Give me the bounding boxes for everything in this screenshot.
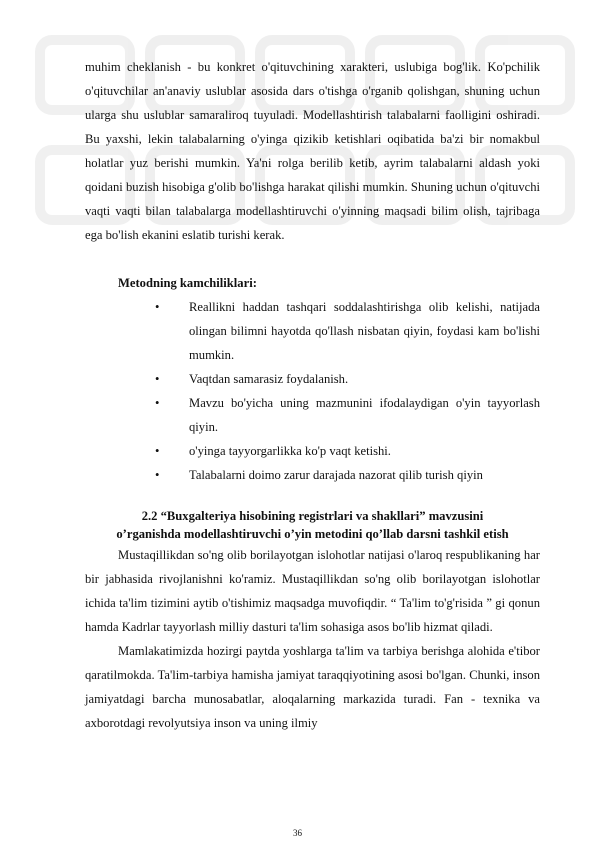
section-title (85, 507, 540, 543)
shortcomings-list (85, 295, 540, 487)
section-title-line-2: o’rganishda modellashtiruvchi o’yin metodini qo’llab darsni tashkil etish (116, 527, 509, 541)
list-item-text: Vaqtdan samarasiz foydalanish. (189, 372, 349, 386)
bullet-icon: • (155, 372, 160, 386)
shortcomings-heading: Metodning kamchiliklari: (118, 276, 257, 290)
list-item-text: Mavzu bo'yicha uning mazmunini ifodalaydigan o'yin tayyorlash qiyin. (189, 396, 540, 434)
bullet-icon: • (155, 444, 160, 458)
bullet-icon: • (155, 468, 160, 482)
bullet-icon: • (155, 396, 160, 410)
section-title-line-1: 2.2 “Buxgalteriya hisobining registrlari va shakllari” mavzusini (141, 509, 484, 523)
paragraph-intro: muhim cheklanish - bu konkret o'qituvchining xarakteri, uslubiga bog'lik. Ko'pchilik o'qituvchilar an'anaviy uslublar asosida dars o'tishga o'rganib qolishgan, shuning uchun ularga shu uslublar samaraliroq tuyuladi. Modellashtirish talabalarni faolligini oshiradi. Bu yaxshi, lekin talabalarning o'yinga qizikib ketishlari oqibatida ba'zi bir nomakbul holatlar yuz berishi mumkin. Ya'ni rolga berilib ketib, ayrim talabalarni aldash yoki qoidani buzish hisobiga g'olib bo'lishga harakat qilishi mumkin. Shuning uchun o'qituvchi vaqti vaqti bilan talabalarga modellashtiruvchi o'yinning maqsadi bilim olish, tajribaga ega bo'lish ekanini eslatib turishi kerak. (85, 60, 540, 242)
list-item-text: Reallikni haddan tashqari soddalashtirishga olib kelishi, natijada olingan bilimni hayotda qo'llash nisbatan qiyin, foydasi kam bo'lishi mumkin. (189, 300, 540, 362)
list-item (85, 295, 540, 367)
list-item-text: Talabalarni doimo zarur darajada nazorat qilib turish qiyin (189, 468, 483, 482)
paragraph-independence: Mustaqillikdan so'ng olib borilayotgan islohotlar natijasi o'laroq respublikaning har bir jabhasida rivojlanishni ko'ramiz. Mustaqillikdan so'ng olib borilayotgan islohotlar ichida ta'lim tizimini aytib o'tishimiz maqsadga muvofiqdir. “ Ta'lim to'g'risida ” gi qonun hamda Kadrlar tayyorlash milliy dasturi ta'lim sohasiga asos bo'lib hizmat qiladi. (85, 548, 540, 634)
list-item (85, 439, 540, 463)
list-item (85, 463, 540, 487)
paragraph-education: Mamlakatimizda hozirgi paytda yoshlarga ta'lim va tarbiya berishga alohida e'tibor qaratilmokda. Ta'lim-tarbiya hamisha jamiyat taraqqiyotining asosi bo'lgan. Chunki, inson jamiyatdagi barcha munosabatlar, aloqalarning markazida turadi. Fan - texnika va axborotdagi revolyutsiya inson va uning ilmiy (85, 644, 540, 730)
bullet-icon: • (155, 300, 160, 314)
document-page (85, 55, 540, 735)
list-item (85, 391, 540, 439)
list-item (85, 367, 540, 391)
page-number: 36 (293, 828, 302, 838)
list-item-text: o'yinga tayyorgarlikka ko'p vaqt ketishi. (189, 444, 391, 458)
